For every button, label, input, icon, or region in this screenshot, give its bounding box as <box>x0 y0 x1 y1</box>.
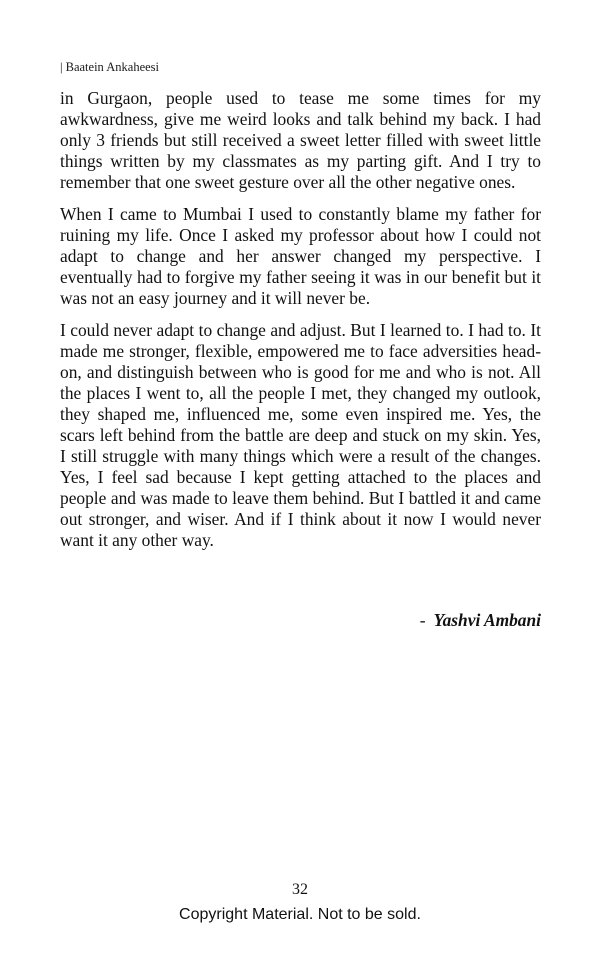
author-name: Yashvi Ambani <box>433 610 541 630</box>
paragraph-3: I could never adapt to change and adjust. But I learned to. I had to. It made me stronger, flexible, empowered me to face adversities head-on, and distinguish between who is good for me and who is not. All the places I went to, all the people I met, they changed my outlook, they shaped me, influenced me, some even inspired me. Yes, the scars left behind from the battle are deep and stuck on my skin. Yes, I still struggle with many things which were a result of the changes. Yes, I feel sad because I kept getting attached to the places and people and was made to leave them behind. But I battled it and came out stronger, and wiser. And if I think about it now I would never want it any other way. <box>60 320 541 550</box>
copyright-notice: Copyright Material. Not to be sold. <box>179 906 421 923</box>
paragraph-1: in Gurgaon, people used to tease me some times for my awkwardness, give me weird looks and talk behind my back. I had only 3 friends but still received a sweet letter filled with sweet little things written by my classmates as my parting gift. And I try to remember that one sweet gesture over all the other negative ones. <box>60 88 541 192</box>
page-number: 32 <box>292 881 308 898</box>
signature-dash: - <box>419 610 426 630</box>
running-header: | Baatein Ankaheesi <box>60 60 159 74</box>
paragraph-2: When I came to Mumbai I used to constantly blame my father for ruining my life. Once I asked my professor about how I could not adapt to change and her answer changed my perspective. I eventually had to forgive my father seeing it was in our benefit but it was not an easy journey and it will never be. <box>60 204 541 308</box>
body-text <box>60 88 541 562</box>
signature <box>420 610 541 631</box>
